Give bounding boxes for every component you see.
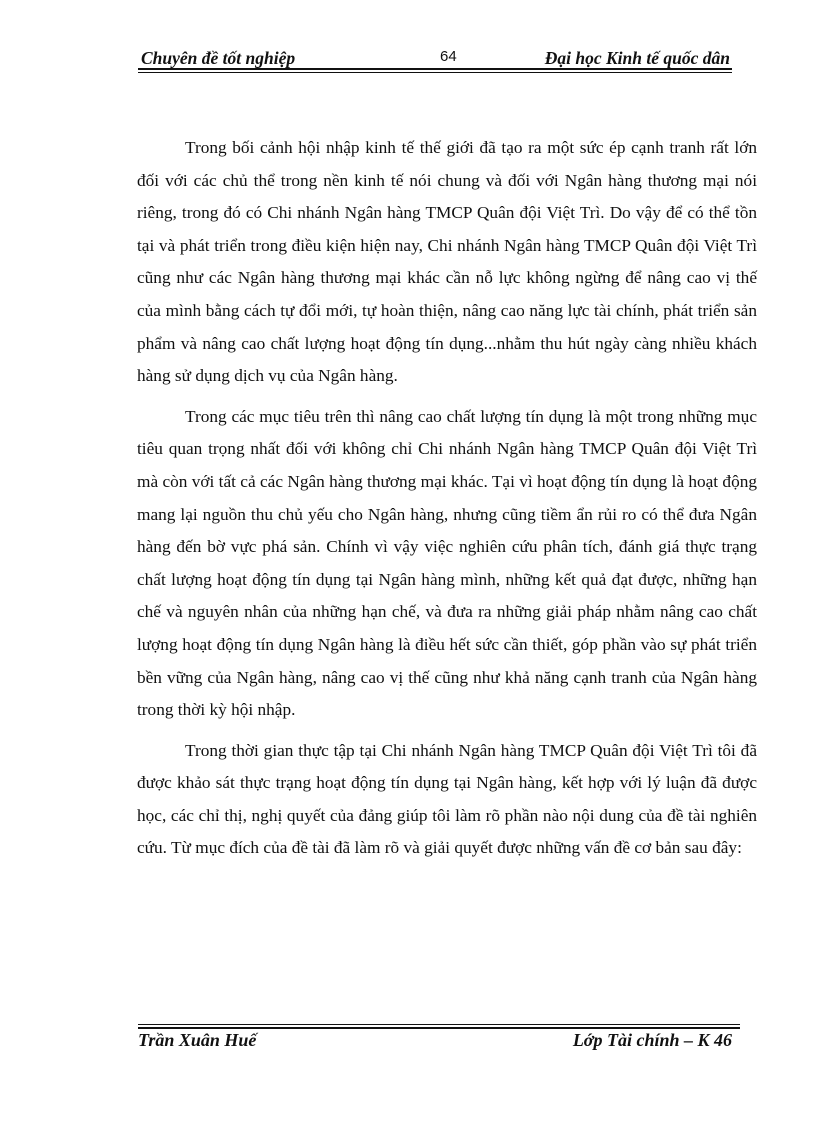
page-footer [138, 1030, 740, 1056]
header-rule-thin [138, 72, 732, 73]
document-body [137, 132, 757, 873]
paragraph-2: Trong các mục tiêu trên thì nâng cao chất lượng tín dụng là một trong những mục tiêu quan trọng nhất đối với không chỉ Chi nhánh Ngân hàng TMCP Quân đội Việt Trì mà còn với tất cả các Ngân hàng thương mại khác. Tại vì hoạt động tín dụng là hoạt động mang lại nguồn thu chủ yếu cho Ngân hàng, nhưng cũng tiềm ẩn rủi ro có thể đưa Ngân hàng đến bờ vực phá sản. Chính vì vậy việc nghiên cứu phân tích, đánh giá thực trạng chất lượng hoạt động tín dụng tại Ngân hàng mình, những kết quả đạt được, những hạn chế và nguyên nhân của những hạn chế, và đưa ra những giải pháp nhằm nâng cao chất lượng hoạt động tín dụng Ngân hàng là điều hết sức cần thiết, góp phần vào sự phát triển bền vững của Ngân hàng, nâng cao vị thế cũng như khả năng cạnh tranh của Ngân hàng trong thời kỳ hội nhập. [137, 406, 757, 720]
page-number: 64 [440, 48, 457, 65]
footer-rule-thick [138, 1027, 740, 1029]
header-university: Đại học Kinh tế quốc dân [544, 48, 730, 68]
paragraph-3: Trong thời gian thực tập tại Chi nhánh Ngân hàng TMCP Quân đội Việt Trì tôi đã được khảo sát thực trạng hoạt động tín dụng tại Ngân hàng, kết hợp với lý luận đã được học, các chỉ thị, nghị quyết của đảng giúp tôi làm rõ phần nào nội dung của đề tài nghiên cứu. Từ mục đích của đề tài đã làm rõ và giải quyết được những vấn đề cơ bản sau đây: [137, 740, 757, 858]
footer-rule-thin [138, 1024, 740, 1025]
header-rule-thick [138, 68, 732, 70]
page-header [138, 46, 730, 70]
footer-author: Trần Xuân Huế [138, 1030, 257, 1050]
footer-class: Lớp Tài chính – K 46 [572, 1030, 732, 1050]
header-document-type: Chuyên đề tốt nghiệp [141, 48, 296, 68]
paragraph-1: Trong bối cảnh hội nhập kinh tế thế giới đã tạo ra một sức ép cạnh tranh rất lớn đối với các chủ thể trong nền kinh tế nói chung và đối với Ngân hàng thương mại nói riêng, trong đó có Chi nhánh Ngân hàng TMCP Quân đội Việt Trì. Do vậy để có thể tồn tại và phát triển trong điều kiện hiện nay, Chi nhánh Ngân hàng TMCP Quân đội Việt Trì cũng như các Ngân hàng thương mại khác cần nỗ lực không ngừng để nâng cao vị thế của mình bằng cách tự đổi mới, tự hoàn thiện, nâng cao năng lực tài chính, phát triển sản phẩm và nâng cao chất lượng hoạt động tín dụng...nhằm thu hút ngày càng nhiều khách hàng sử dụng dịch vụ của Ngân hàng. [137, 138, 757, 386]
